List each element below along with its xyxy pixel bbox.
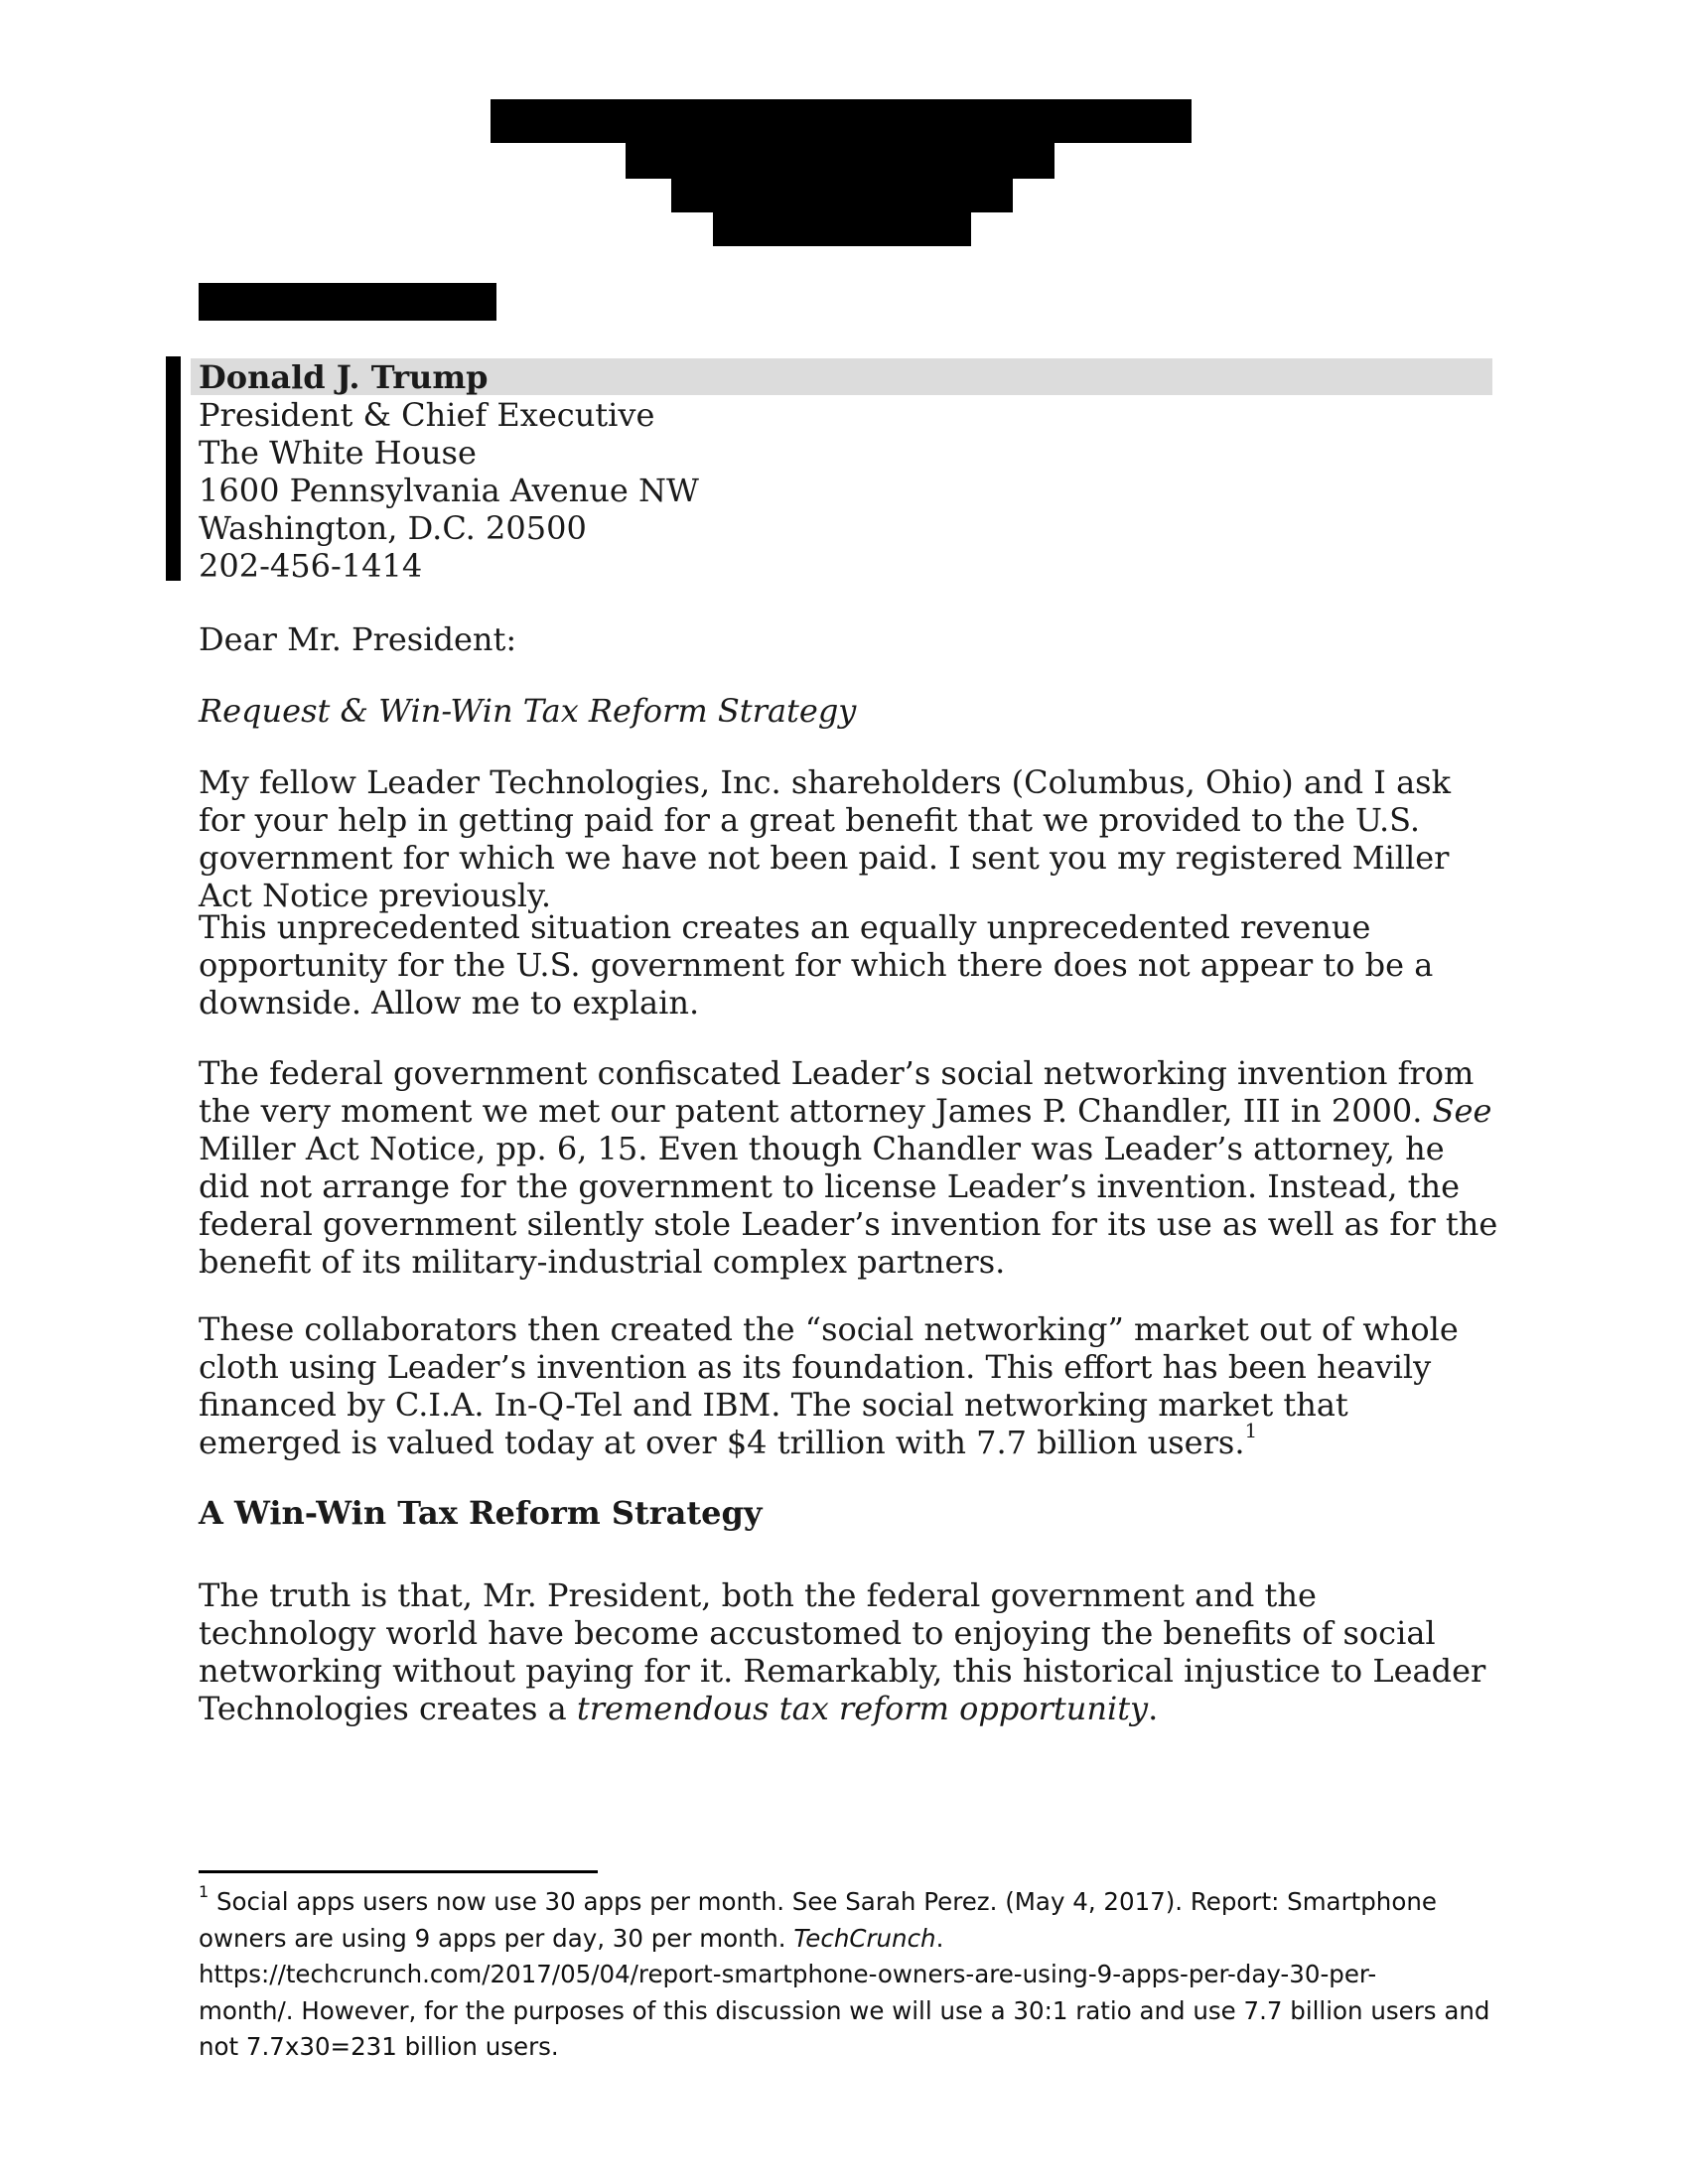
footnote-text-a: Social apps users now use 30 apps per month. See Sarah Perez. (May 4, 2017). Report: Smartphone owners are using 9 apps per day, 30 per month. — [199, 1887, 1437, 1953]
footnote-body — [199, 1881, 1499, 2066]
addressee-city: Washington, D.C. 20500 — [199, 509, 587, 547]
paragraph-5 — [199, 1576, 1499, 1727]
footnote — [199, 1881, 1499, 2066]
paragraph-5-emphasis: tremendous tax reform opportunity — [576, 1690, 1149, 1727]
footnote-text-b: . — [935, 1923, 944, 1953]
paragraph-1 — [199, 763, 1499, 914]
paragraph-2 — [199, 908, 1499, 1022]
redacted-letterhead-lower — [671, 179, 1013, 212]
paragraph-4-text — [199, 1310, 1499, 1461]
paragraph-3-text — [199, 1054, 1499, 1281]
addressee-phone: 202-456-1414 — [199, 547, 423, 585]
footnote-reference[interactable]: 1 — [1244, 1419, 1258, 1443]
paragraph-1-text: My fellow Leader Technologies, Inc. shareholders (Columbus, Ohio) and I ask for your help in getting paid for a great benefit that we provided to the U.S. government for which we have not been paid. I sent you my registered Miller Act Notice previously. — [199, 763, 1451, 914]
paragraph-4-body: These collaborators then created the “social networking” market out of whole cloth using Leader’s invention as its foundation. This effort has been heavily financed by C.I.A. In-Q-Tel and IBM. The social networking market that emerged is valued today at over $4 trillion with 7.7 billion users. — [199, 1310, 1459, 1461]
addressee-street: 1600 Pennsylvania Avenue NW — [199, 472, 699, 509]
paragraph-4 — [199, 1310, 1499, 1461]
footnote-source: TechCrunch — [793, 1923, 936, 1953]
addressee-name: Donald J. Trump — [199, 358, 489, 396]
paragraph-5-part-b: . — [1148, 1690, 1159, 1727]
redacted-letterhead-mid — [626, 143, 1055, 179]
address-block — [199, 358, 699, 585]
see-signal: See — [1432, 1092, 1492, 1130]
paragraph-5-text — [199, 1576, 1499, 1727]
salutation: Dear Mr. President: — [199, 620, 517, 658]
addressee-organization: The White House — [199, 434, 477, 472]
subject-line: Request & Win-Win Tax Reform Strategy — [199, 692, 857, 730]
paragraph-2-text: This unprecedented situation creates an equally unprecedented revenue opportunity for the U.S. government for which there does not appear to be a downside. Allow me to explain. — [199, 908, 1434, 1022]
footnote-text-c: month/. However, for the purposes of this discussion we will use a 30:1 ratio and use 7.7 billion users and not 7.7x30=231 billion users. — [199, 1995, 1490, 2061]
paragraph-3-part-a: The federal government confiscated Leader’s social networking invention from the very moment we met our patent attorney James P. Chandler, III in 2000. — [199, 1054, 1475, 1130]
paragraph-3-part-b: Miller Act Notice, pp. 6, 15. Even though Chandler was Leader’s attorney, he did not arrange for the government to license Leader’s invention. Instead, the federal government silently stole Leader’s invention for its use as well as for the benefit of its military-industrial complex partners. — [199, 1130, 1498, 1281]
section-heading: A Win-Win Tax Reform Strategy — [199, 1494, 763, 1532]
paragraph-5-part-a: The truth is that, Mr. President, both the federal government and the technology world have become accustomed to enjoying the benefits of social networking without paying for it. Remarkably, this historical injustice to Leader Technologies creates a — [199, 1576, 1486, 1727]
address-margin-bar — [166, 356, 181, 581]
footnote-url[interactable]: https://techcrunch.com/2017/05/04/report-smartphone-owners-are-using-9-apps-per-day-30-per- — [199, 1960, 1377, 1988]
paragraph-3 — [199, 1054, 1499, 1281]
footnote-separator — [199, 1870, 598, 1873]
addressee-title: President & Chief Executive — [199, 396, 655, 434]
footnote-number: 1 — [199, 1881, 210, 1901]
redacted-date — [199, 283, 496, 321]
redacted-letterhead-top — [491, 99, 1192, 143]
redacted-letterhead-bottom — [713, 212, 971, 246]
